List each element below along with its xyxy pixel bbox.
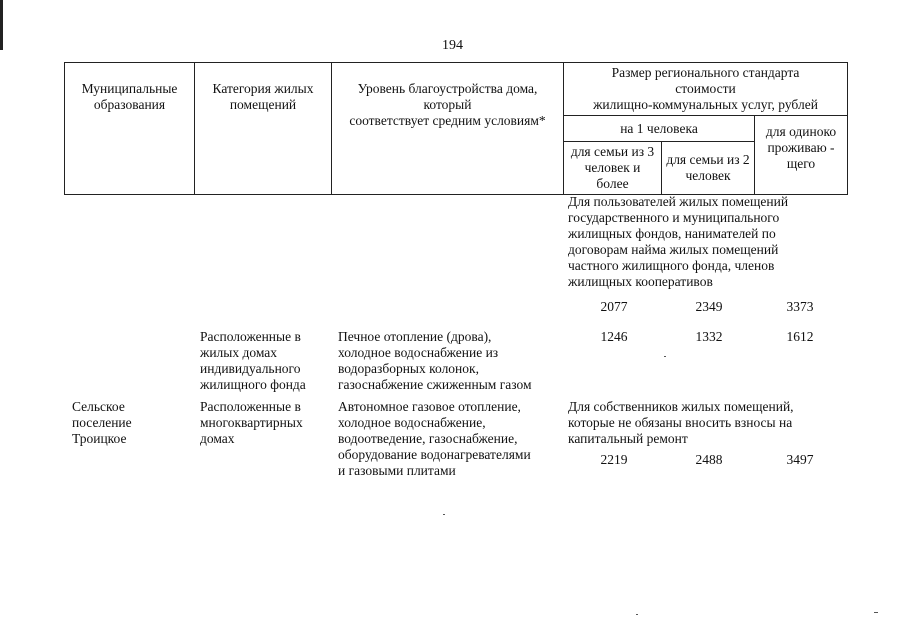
header-single bbox=[755, 116, 848, 195]
header-single-line3: щего bbox=[786, 156, 816, 171]
header-level bbox=[332, 63, 564, 195]
scan-speck bbox=[636, 614, 638, 615]
header-category: Категория жилых помещений bbox=[195, 63, 332, 195]
header-standard-line1: Размер регионального стандарта bbox=[611, 65, 800, 80]
row-individual-value-family2: 1332 bbox=[695, 329, 723, 344]
row-apartment-level-line: оборудование водонагревателями bbox=[338, 447, 531, 462]
row-apartment-category-line: домах bbox=[200, 431, 235, 446]
section2-title-line: Для собственников жилых помещений, bbox=[568, 399, 794, 414]
section1-title-line: государственного и муниципального bbox=[568, 210, 780, 225]
row-apartment-category-line: Расположенные в bbox=[200, 399, 301, 414]
header-standard-line3: жилищно-коммунальных услуг, рублей bbox=[593, 97, 818, 112]
section1-title-line: Для пользователей жилых помещений bbox=[568, 194, 789, 209]
municipality-name bbox=[72, 399, 192, 447]
header-family3: для семьи из 3 человек и более bbox=[564, 142, 662, 195]
row-apartment-level-line: холодное водоснабжение, bbox=[338, 415, 486, 430]
municipality-line: Сельское bbox=[72, 399, 125, 414]
header-level-line1: Уровень благоустройства дома, который bbox=[357, 81, 538, 112]
row-apartment-level-line: и газовыми плитами bbox=[338, 463, 456, 478]
row-apartment-level bbox=[338, 399, 564, 479]
row-individual-value-single: 1612 bbox=[786, 329, 814, 344]
row-individual-category-line: индивидуального bbox=[200, 361, 301, 376]
section1-title-line: жилищных кооперативов bbox=[568, 274, 713, 289]
row-individual-level bbox=[338, 329, 564, 393]
scan-speck bbox=[664, 356, 666, 357]
header-municipality: Муниципальные образования bbox=[65, 63, 195, 195]
header-single-line1: для одиноко bbox=[765, 124, 837, 139]
municipality-line: поселение bbox=[72, 415, 132, 430]
row-apartment-value-single: 3497 bbox=[786, 452, 814, 467]
section2-title-line: которые не обязаны вносить взносы на bbox=[568, 415, 793, 430]
header-standard-line2: стоимости bbox=[675, 81, 736, 96]
section1-title-line: договорам найма жилых помещений bbox=[568, 242, 779, 257]
header-standard bbox=[564, 63, 848, 116]
municipality-line: Троицкое bbox=[72, 431, 127, 446]
page-number: 194 bbox=[442, 38, 463, 53]
section1-value-family2: 2349 bbox=[695, 299, 723, 314]
header-single-line2: проживаю - bbox=[767, 140, 835, 155]
row-individual-category-line: Расположенные в bbox=[200, 329, 301, 344]
row-individual-category-line: жилых домах bbox=[200, 345, 278, 360]
row-apartment-value-family3: 2219 bbox=[600, 452, 628, 467]
section1-title-line: жилищных фондов, нанимателей по bbox=[568, 226, 776, 241]
section1-title-line: частного жилищного фонда, членов bbox=[568, 258, 775, 273]
row-individual-level-line: холодное водоснабжение из bbox=[338, 345, 499, 360]
header-family2: для семьи из 2 человек bbox=[662, 142, 755, 195]
header-per-person: на 1 человека bbox=[564, 116, 755, 142]
header-level-line2: соответствует средним условиям* bbox=[349, 113, 546, 128]
row-individual-level-line: газоснабжение сжиженным газом bbox=[338, 377, 532, 392]
row-apartment-value-family2: 2488 bbox=[695, 452, 723, 467]
scan-speck bbox=[874, 612, 878, 613]
section2-title bbox=[568, 399, 898, 447]
row-individual-category bbox=[200, 329, 332, 393]
row-individual-category-line: жилищного фонда bbox=[200, 377, 306, 392]
row-individual-level-line: водоразборных колонок, bbox=[338, 361, 479, 376]
section1-title bbox=[568, 194, 898, 290]
row-apartment-category bbox=[200, 399, 332, 447]
scan-speck bbox=[443, 514, 445, 515]
row-individual-value-family3: 1246 bbox=[600, 329, 628, 344]
header-table bbox=[64, 62, 848, 195]
row-apartment-level-line: Автономное газовое отопление, bbox=[338, 399, 521, 414]
row-apartment-category-line: многоквартирных bbox=[200, 415, 303, 430]
section2-title-line: капитальный ремонт bbox=[568, 431, 688, 446]
row-individual-level-line: Печное отопление (дрова), bbox=[338, 329, 492, 344]
section1-value-single: 3373 bbox=[786, 299, 814, 314]
section1-value-family3: 2077 bbox=[600, 299, 628, 314]
row-apartment-level-line: водоотведение, газоснабжение, bbox=[338, 431, 518, 446]
